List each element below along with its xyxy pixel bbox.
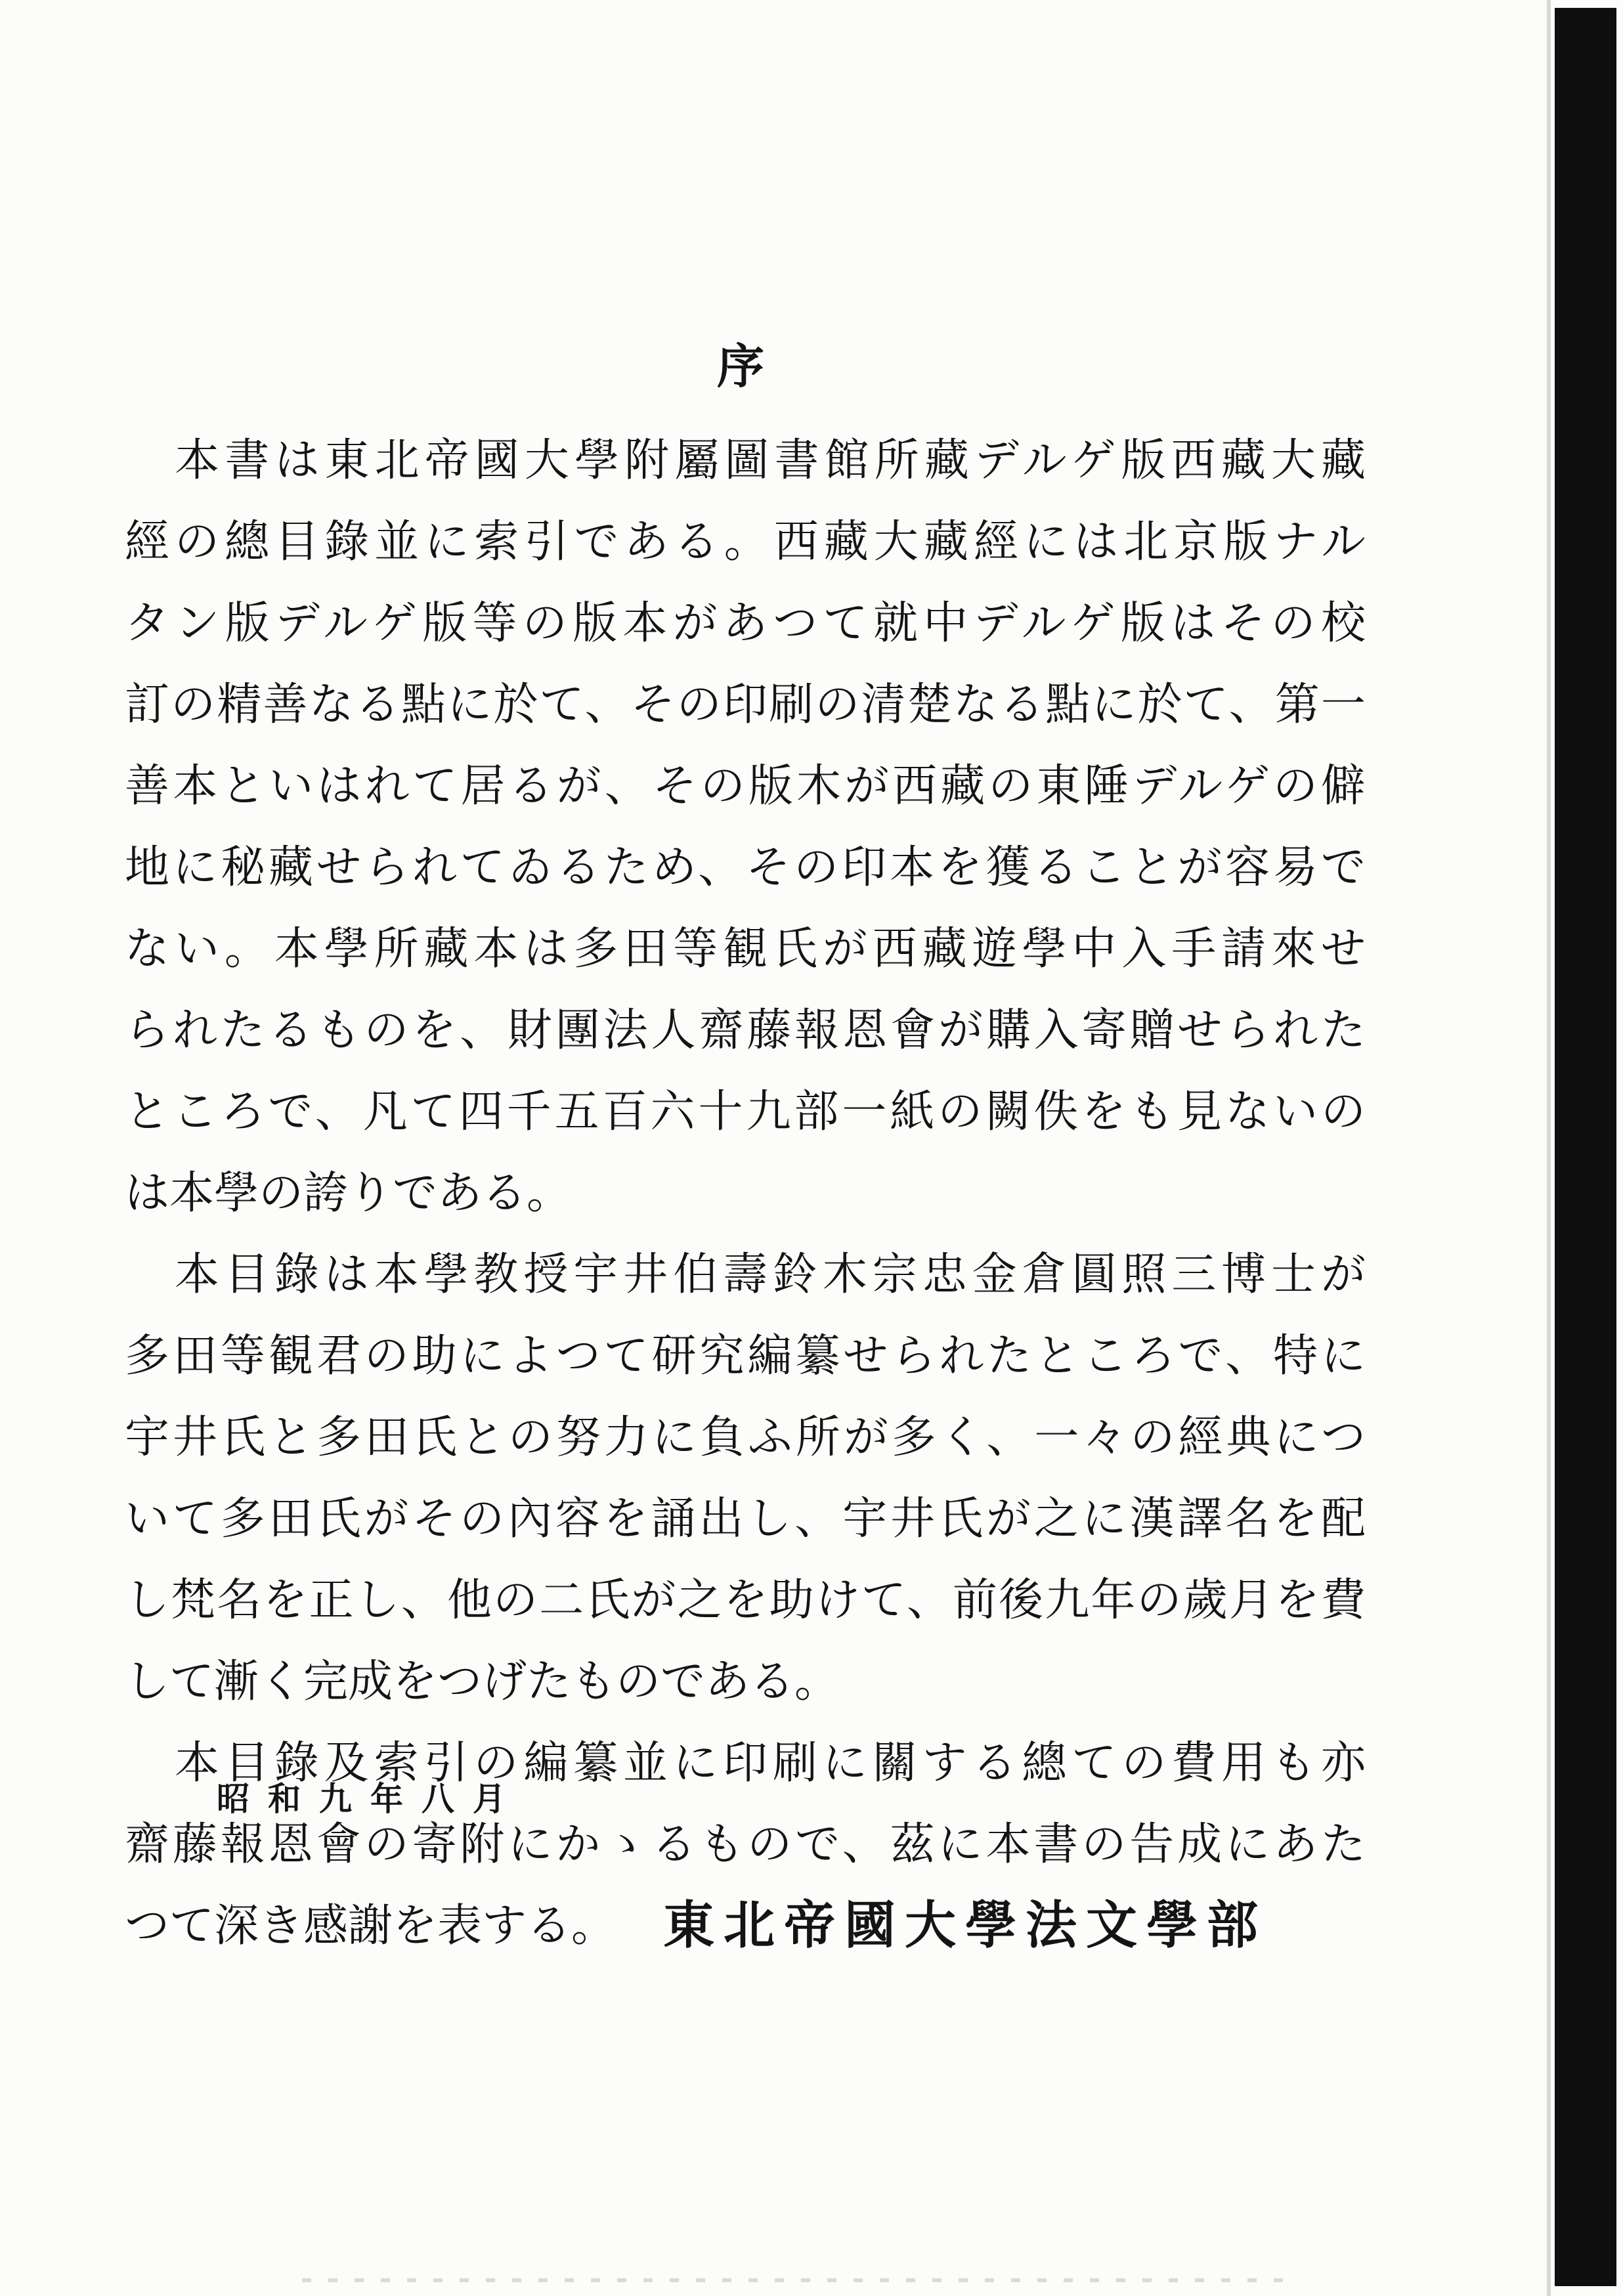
text-line: 本目錄は本學教授宇井伯壽鈴木宗忠金倉圓照三博士が <box>125 1249 1366 1301</box>
paragraph-2 <box>125 1234 1366 1723</box>
text-line: 齋藤報恩會の寄附にかゝるもので、茲に本書の告成にあた <box>125 1819 1366 1871</box>
text-line: 宇井氏と多田氏との努力に負ふ所が多く、一々の經典につ <box>125 1412 1366 1463</box>
text-line: 多田等観君の助によつて研究編纂せられたところで、特に <box>125 1330 1366 1382</box>
text-line: いて多田氏がその內容を誦出し、宇井氏が之に漢譯名を配 <box>125 1493 1366 1545</box>
text-line: つて深き感謝を表する。 <box>125 1900 617 1952</box>
text-line: して漸く完成をつげたものである。 <box>125 1656 840 1708</box>
text-line: タン版デルゲ版等の版本があつて就中デルゲ版はその校 <box>125 597 1366 649</box>
binding-shadow <box>1555 8 1616 2286</box>
text-line: 訂の精善なる點に於て、その印刷の清楚なる點に於て、第一 <box>125 679 1366 731</box>
text-line: 經の總目錄並に索引である。西藏大藏經には北京版ナル <box>125 516 1366 568</box>
preface-body <box>125 420 1366 1967</box>
text-line: ところで、凡て四千五百六十九部一紙の闕佚をも見ないの <box>125 1086 1366 1138</box>
text-line: 地に秘藏せられてゐるため、その印本を獲ることが容易で <box>125 842 1366 894</box>
paragraph-1 <box>125 420 1366 1234</box>
text-line: 善本といはれて居るが、その版木が西藏の東陲デルゲの僻 <box>125 760 1366 812</box>
preface-title: 序 <box>716 338 767 394</box>
text-line: 本目錄及索引の編纂並に印刷に關する總ての費用も亦 <box>125 1737 1366 1789</box>
author-signature: 東北帝國大學法文學部 <box>663 1895 1268 1955</box>
text-line: 本書は東北帝國大學附屬圖書館所藏デルゲ版西藏大藏 <box>125 435 1366 487</box>
scan-artifact <box>302 2278 1287 2282</box>
text-line: し梵名を正し、他の二氏が之を助けて、前後九年の歲月を費 <box>125 1574 1366 1626</box>
page-edge <box>1547 0 1551 2296</box>
text-line: ない。本學所藏本は多田等観氏が西藏遊學中入手請來せ <box>125 923 1366 975</box>
text-line: は本學の誇りである。 <box>125 1167 572 1219</box>
text-line: られたるものを、財團法人齋藤報恩會が購入寄贈せられた <box>125 1005 1366 1056</box>
date-line: 昭和九年八月 <box>217 1779 524 1818</box>
